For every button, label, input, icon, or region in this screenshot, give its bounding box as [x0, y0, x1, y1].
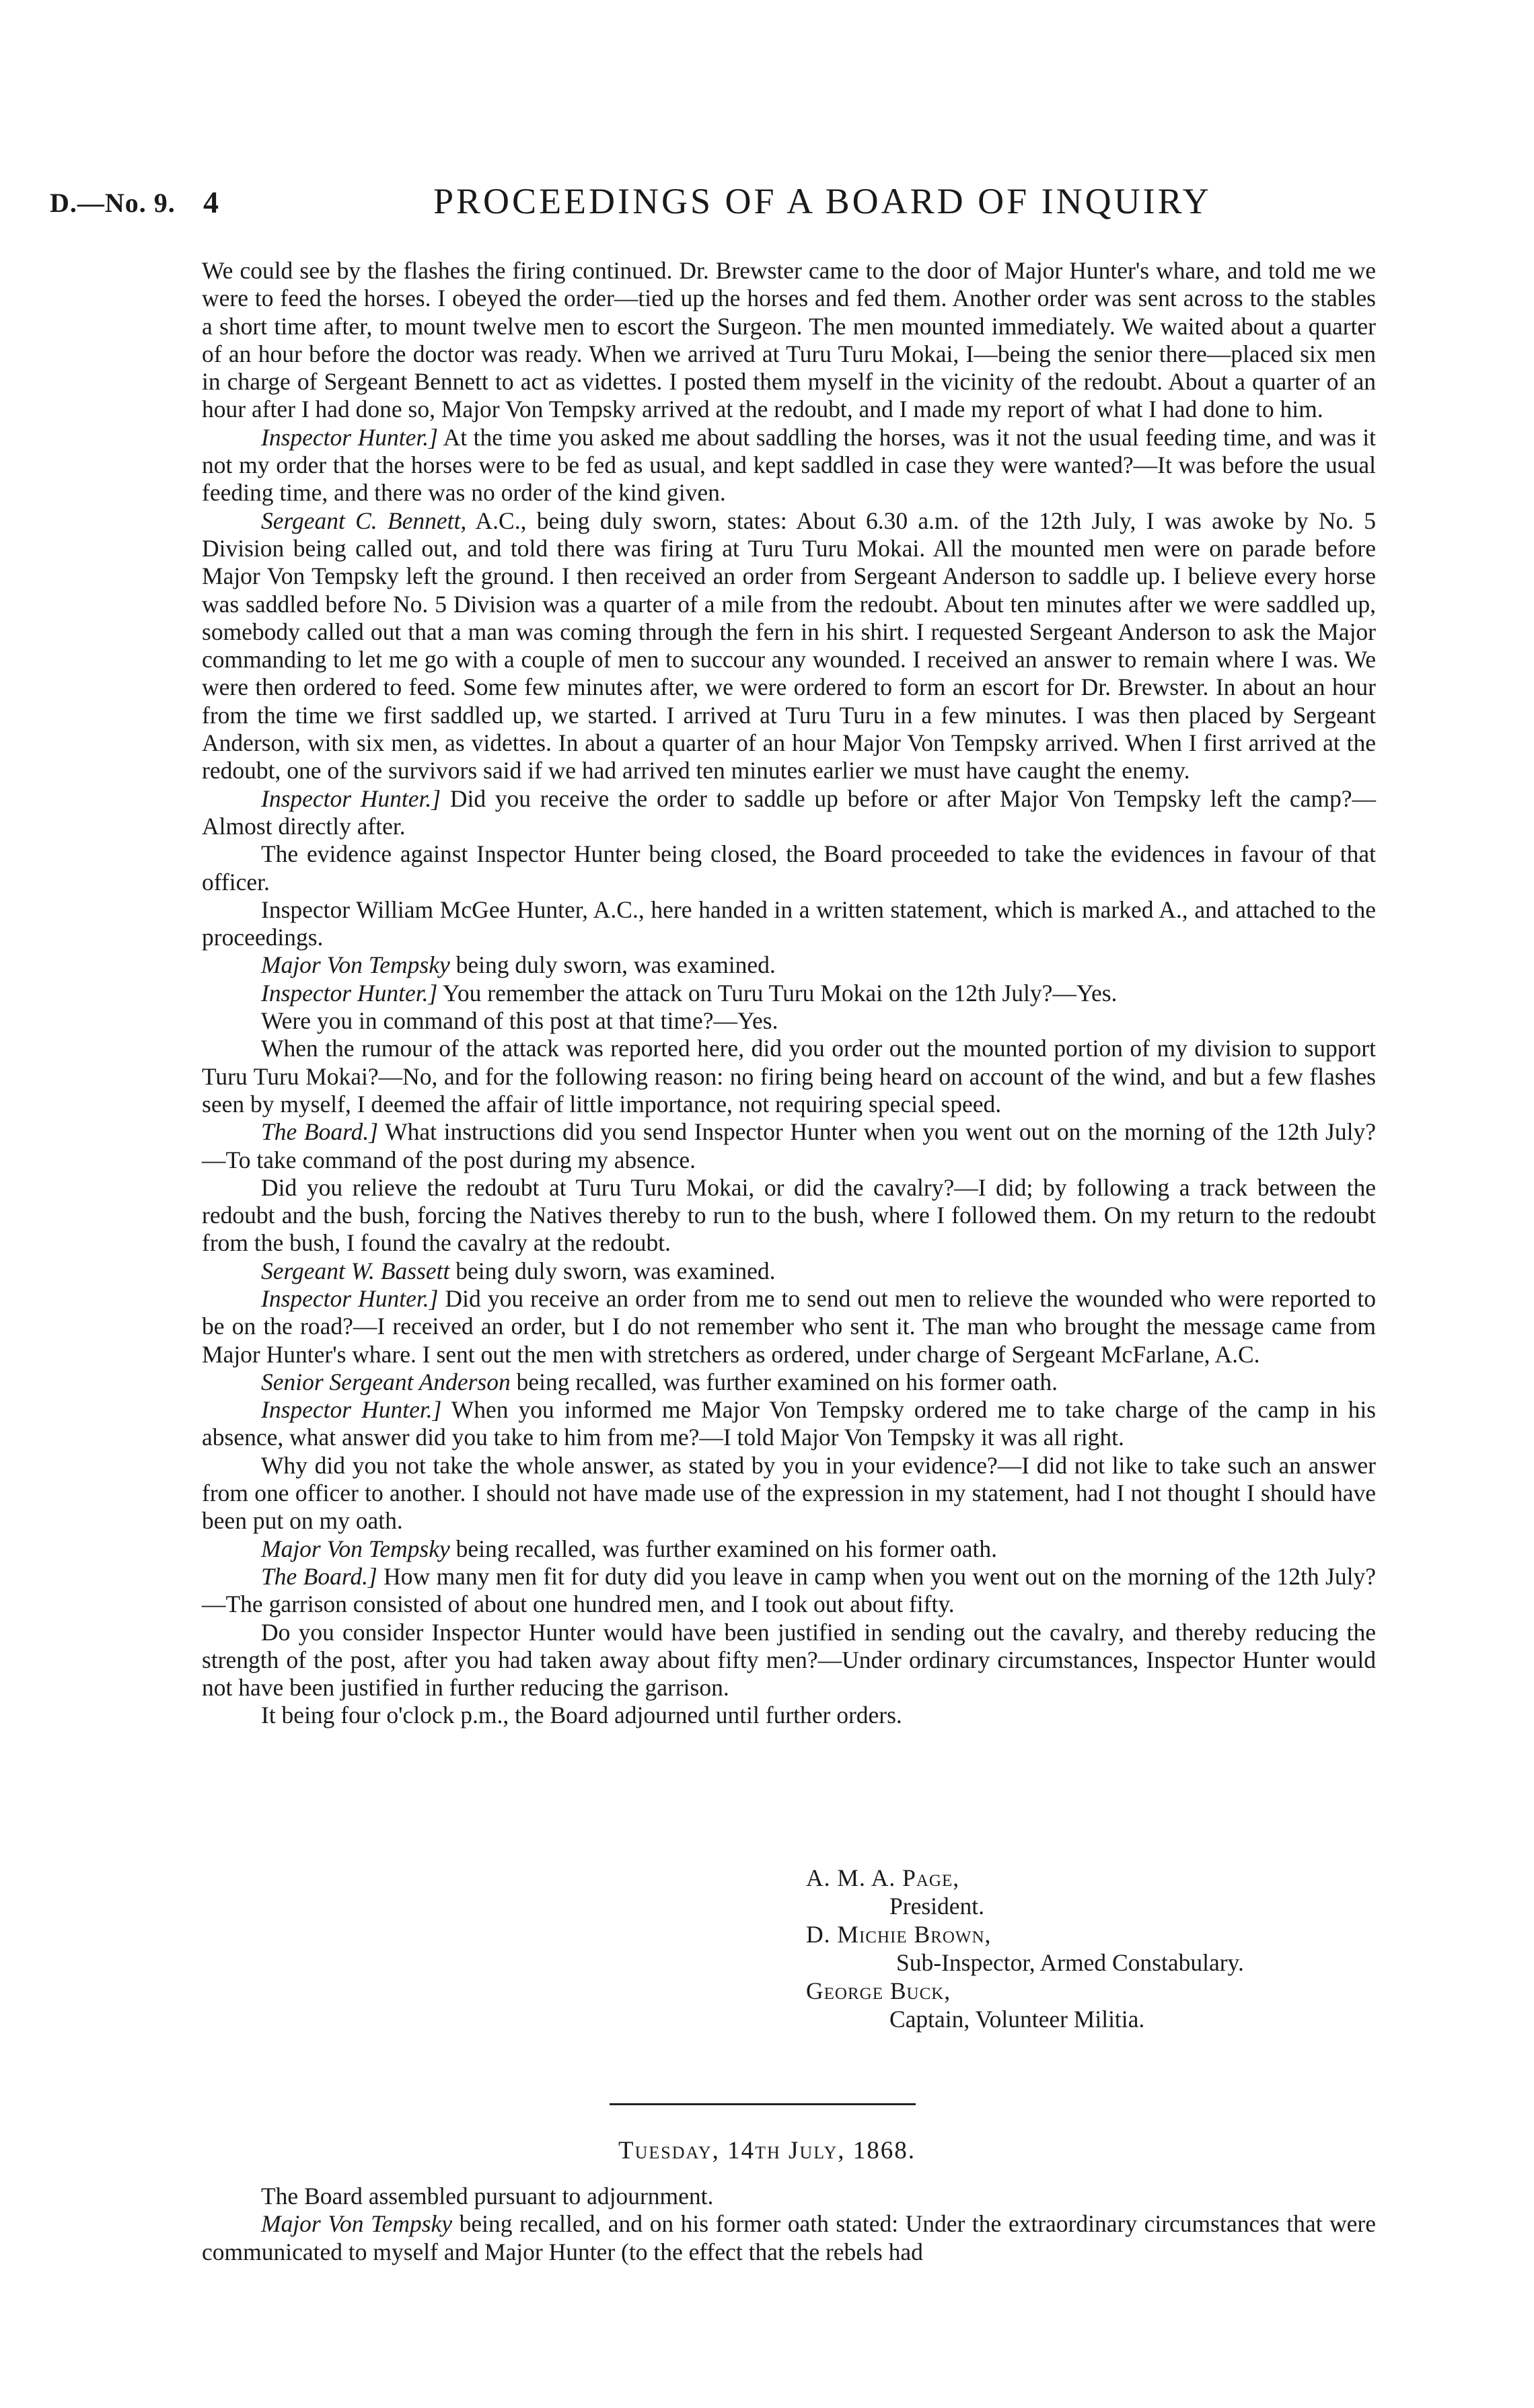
- speaker-label: Major Von Tempsky: [261, 951, 450, 979]
- body-paragraph: [202, 424, 1376, 507]
- speaker-label: Inspector Hunter.]: [261, 979, 438, 1007]
- paragraph-text: What instructions did you send Inspector Hunter when you went out on the morning of the 12th July?—To take command of the post during my absence.: [202, 1118, 1376, 1173]
- signatory-title: President.: [889, 1893, 984, 1920]
- body-paragraph: [202, 1118, 1376, 1174]
- paragraph-text: We could see by the flashes the firing continued. Dr. Brewster came to the door of Major Hunter's whare, and told me we were to feed the horses. I obeyed the order—tied up the horses and fed them. Another order was sent across to the stables a short time after, to mount twelve men to escort the Surgeon. The men mounted immediately. We waited about a quarter of an hour before the doctor was ready. When we arrived at Turu Turu Mokai, I—being the senior there—placed six men in charge of Sergeant Bennett to act as videttes. I posted them myself in the vicinity of the redoubt. About a quarter of an hour after I had done so, Major Von Tempsky arrived at the redoubt, and I made my report of what I had done to him.: [202, 257, 1376, 423]
- body-paragraph: [202, 785, 1376, 841]
- body-paragraph: [202, 951, 1376, 979]
- page-number: 4: [203, 185, 219, 219]
- paragraph-text: Did you receive the order to saddle up before or after Major Von Tempsky left the camp?—Almost directly after.: [202, 785, 1376, 840]
- paragraph-text: being duly sworn, was examined.: [449, 951, 776, 979]
- paragraph-text: It being four o'clock p.m., the Board adjourned until further orders.: [261, 1702, 902, 1729]
- document-reference: D.—No. 9.: [50, 188, 176, 218]
- body-paragraph: [202, 2210, 1376, 2266]
- page-header: [50, 180, 1436, 234]
- speaker-label: Inspector Hunter.]: [261, 785, 441, 812]
- paragraph-text: being recalled, and on his former oath stated: Under the extraordinary circumstances that were communicated to myself and Major Hunter (to the effect that the rebels had: [202, 2210, 1376, 2265]
- session-body: [202, 2183, 1376, 2266]
- speaker-label: Major Von Tempsky: [261, 2210, 453, 2238]
- body-paragraph: [202, 1452, 1376, 1535]
- body-paragraph: [202, 2183, 1376, 2210]
- paragraph-text: Why did you not take the whole answer, as stated by you in your evidence?—I did not like to take such an answer from one officer to another. I should not have made use of the expression in my statement, had I not thought I should have been put on my oath.: [202, 1451, 1376, 1535]
- speaker-label: Inspector Hunter.]: [261, 1396, 442, 1424]
- running-title: PROCEEDINGS OF A BOARD OF INQUIRY: [433, 181, 1212, 221]
- paragraph-text: Inspector William McGee Hunter, A.C., here handed in a written statement, which is marked A., and attached to the proceedings.: [202, 896, 1376, 951]
- body-paragraph: [202, 507, 1376, 785]
- paragraph-text: When you informed me Major Von Tempsky ordered me to take charge of the camp in his absence, what answer did you take to him from me?—I told Major Von Tempsky it was all right.: [202, 1396, 1376, 1451]
- paragraph-text: Do you consider Inspector Hunter would have been justified in sending out the cavalry, and thereby reducing the strength of the post, after you had taken away about fifty men?—Under ordinary circumstances, Inspector Hunter would not have been justified in further reducing the garrison.: [202, 1618, 1376, 1702]
- speaker-label: Major Von Tempsky: [261, 1535, 450, 1562]
- body-paragraph: [202, 980, 1376, 1007]
- body-paragraph: [202, 840, 1376, 896]
- body-paragraph: [202, 1702, 1376, 1729]
- body-paragraph: [202, 896, 1376, 952]
- speaker-label: The Board.]: [261, 1562, 377, 1590]
- session-heading: Tuesday, 14th July, 1868.: [618, 2137, 916, 2164]
- body-paragraph: [202, 1369, 1376, 1396]
- body-paragraph: [202, 1007, 1376, 1035]
- body-paragraph: [202, 257, 1376, 424]
- speaker-label: Senior Sergeant Anderson: [261, 1368, 511, 1395]
- speaker-label: Inspector Hunter.]: [261, 423, 438, 451]
- paragraph-text: Were you in command of this post at that time?—Yes.: [261, 1007, 778, 1035]
- paragraph-text: Did you relieve the redoubt at Turu Turu Mokai, or did the cavalry?—I did; by following a track between the redoubt and the bush, forcing the Natives thereby to run to the bush, where I followed them. On my return to the redoubt from the bush, I found the cavalry at the redoubt.: [202, 1173, 1376, 1257]
- paragraph-text: You remember the attack on Turu Turu Mokai on the 12th July?—Yes.: [437, 979, 1118, 1007]
- body-paragraph: [202, 1563, 1376, 1619]
- paragraph-text: A.C., being duly sworn, states: About 6.30 a.m. of the 12th July, I was awoke by No. 5 Division being called out, and told there was firing at Turu Turu Mokai. All the mounted men were on parade before Major Von Tempsky left the ground. I then received an order from Sergeant Anderson to saddle up. I believe every horse was saddled before No. 5 Division was a quarter of a mile from the redoubt. About ten minutes after we were saddled up, somebody called out that a man was coming through the fern in his shirt. I requested Sergeant Anderson to ask the Major commanding to let me go with a couple of men to succour any wounded. I received an answer to remain where I was. We were then ordered to feed. Some few minutes after, we were ordered to form an escort for Dr. Brewster. In about an hour from the time we first saddled up, we started. I arrived at Turu Turu in a few minutes. I was then placed by Sergeant Anderson, with six men, as videttes. In about a quarter of an hour Major Von Tempsky arrived. When I first arrived at the redoubt, one of the survivors said if we had arrived ten minutes earlier we must have caught the enemy.: [202, 507, 1376, 785]
- paragraph-text: At the time you asked me about saddling the horses, was it not the usual feeding time, and was it not my order that the horses were to be fed as usual, and kept saddled in case they were wanted?—It was before the usual feeding time, and there was no order of the kind given.: [202, 423, 1376, 507]
- speaker-label: Inspector Hunter.]: [261, 1284, 439, 1312]
- signatory-name: D. Michie Brown,: [806, 1921, 992, 1948]
- paragraph-text: being recalled, was further examined on his former oath.: [510, 1368, 1058, 1395]
- speaker-label: The Board.]: [261, 1118, 379, 1146]
- signatory-title: Sub-Inspector, Armed Constabulary.: [896, 1949, 1244, 1976]
- body-paragraph: [202, 1285, 1376, 1369]
- paragraph-text: The evidence against Inspector Hunter being closed, the Board proceeded to take the evidences in favour of that officer.: [202, 840, 1376, 896]
- section-divider: [610, 2103, 916, 2105]
- body-paragraph: [202, 1396, 1376, 1452]
- signatory-name: George Buck,: [806, 1977, 951, 2004]
- signatory-name: A. M. A. Page,: [806, 1864, 960, 1891]
- body-paragraph: [202, 1257, 1376, 1285]
- paragraph-text: being recalled, was further examined on his former oath.: [449, 1535, 997, 1562]
- body-paragraph: [202, 1619, 1376, 1702]
- body-paragraph: [202, 1035, 1376, 1118]
- signature-block: [806, 1864, 1244, 2033]
- paragraph-text: When the rumour of the attack was reported here, did you order out the mounted portion of my division to support Turu Turu Mokai?—No, and for the following reason: no firing being heard on account of the wind, and but a few flashes seen by myself, I deemed the affair of little importance, not requiring special speed.: [202, 1035, 1376, 1118]
- speaker-label: Sergeant C. Bennett,: [261, 507, 467, 534]
- paragraph-text: The Board assembled pursuant to adjournment.: [261, 2183, 714, 2210]
- paragraph-text: Did you receive an order from me to send out men to relieve the wounded who were reported to be on the road?—I received an order, but I do not remember who sent it. The man who brought the message came from Major Hunter's whare. I sent out the men with stretchers as ordered, under charge of Sergeant McFarlane, A.C.: [202, 1284, 1377, 1368]
- paragraph-text: How many men fit for duty did you leave in camp when you went out on the morning of the 12th July?—The garrison consisted of about one hundred men, and I took out about fifty.: [202, 1562, 1376, 1618]
- body-paragraph: [202, 1535, 1376, 1563]
- signatory-title: Captain, Volunteer Militia.: [889, 2006, 1145, 2033]
- speaker-label: Sergeant W. Bassett: [261, 1257, 450, 1284]
- paragraph-text: being duly sworn, was examined.: [449, 1257, 776, 1284]
- body-paragraph: [202, 1174, 1376, 1257]
- document-body: [202, 257, 1376, 1730]
